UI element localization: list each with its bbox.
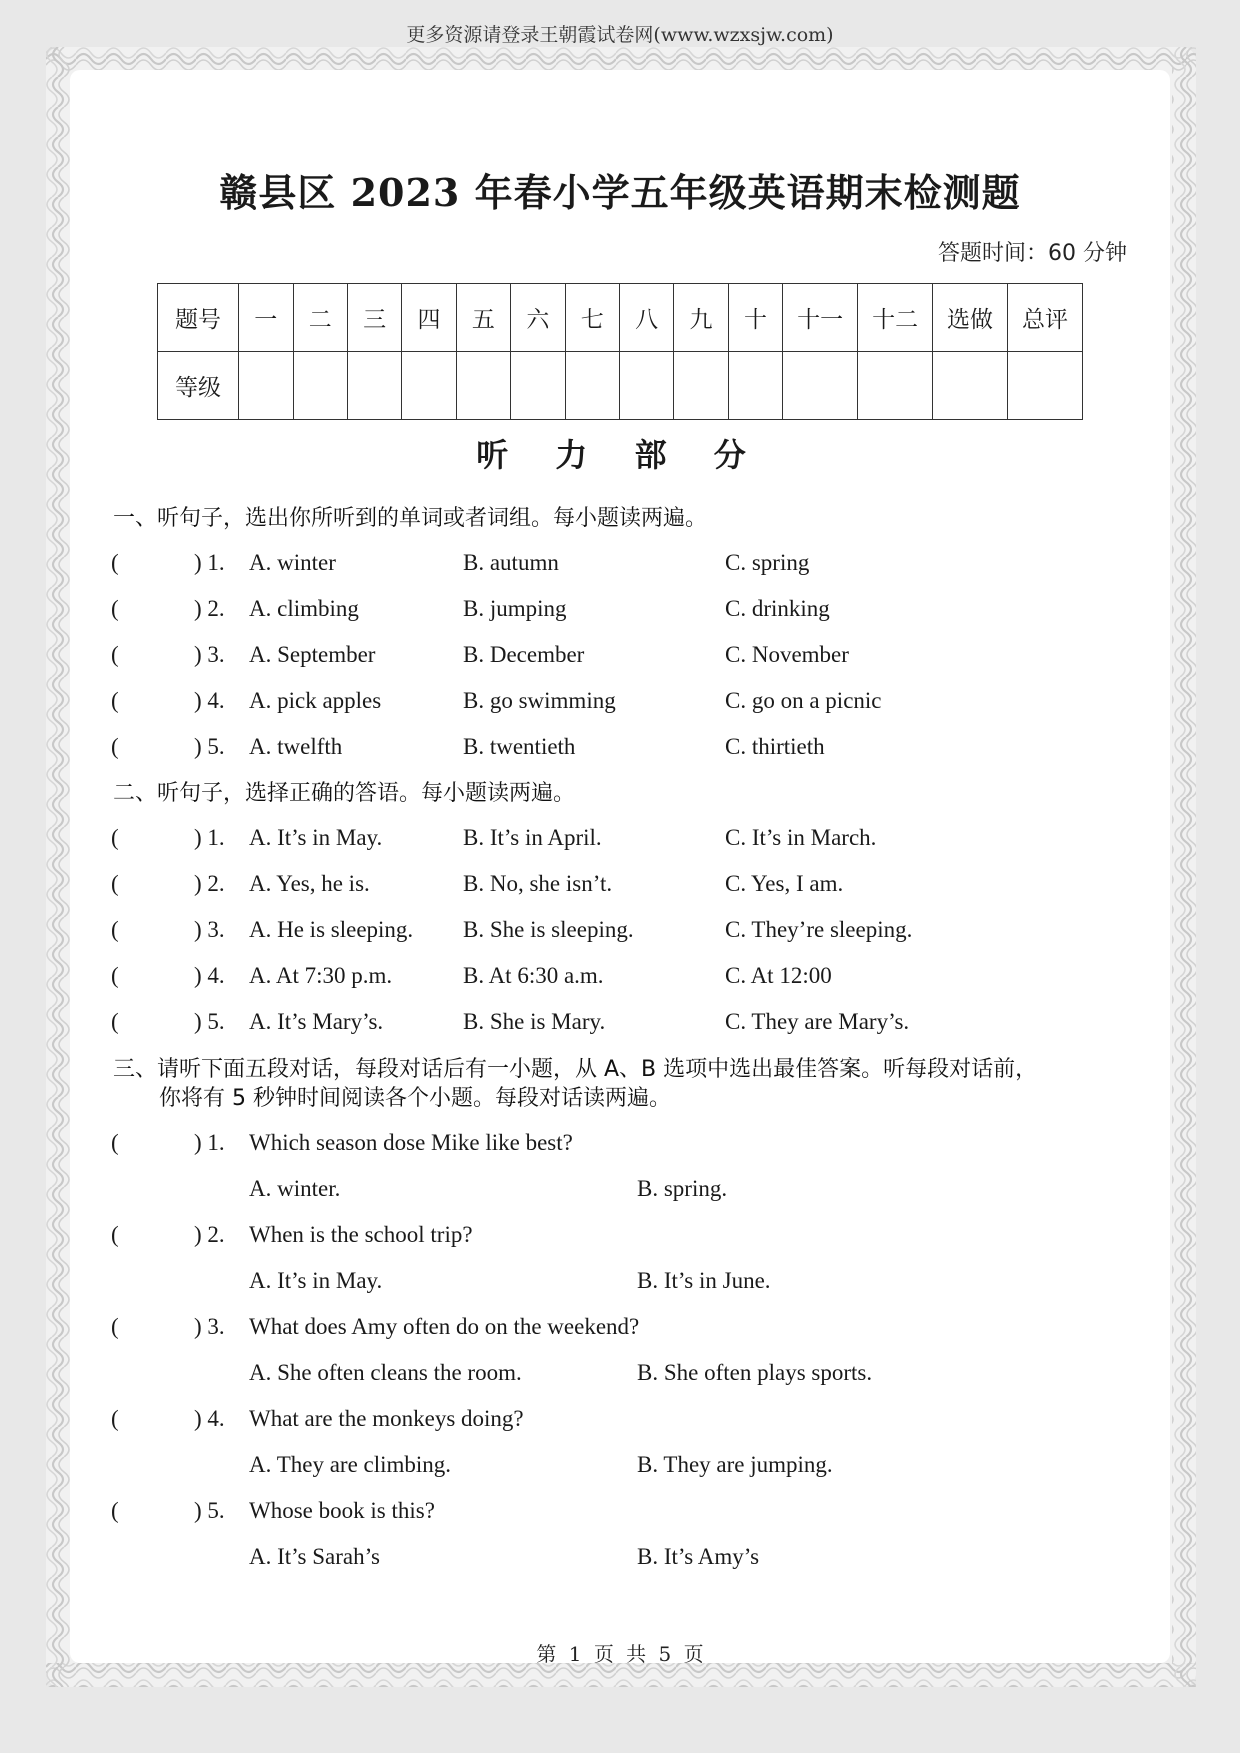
option-b: B. spring. xyxy=(637,1176,728,1201)
score-cell: 十二 xyxy=(858,284,933,352)
answer-bracket[interactable]: ( xyxy=(111,1130,119,1155)
question-number: ) 1. xyxy=(194,825,225,850)
score-cell: 四 xyxy=(402,284,456,352)
question-number: ) 3. xyxy=(194,1314,225,1339)
grade-cell[interactable] xyxy=(783,352,858,420)
answer-bracket[interactable]: ( xyxy=(111,825,119,850)
question-row xyxy=(0,963,1240,997)
answer-bracket[interactable]: ( xyxy=(111,1406,119,1431)
grade-cell[interactable] xyxy=(511,352,565,420)
question-row xyxy=(0,734,1240,768)
option-b: B. She often plays sports. xyxy=(637,1360,873,1385)
option-c: C. spring xyxy=(725,550,810,575)
option-b: B. At 6:30 a.m. xyxy=(463,963,604,988)
question-row xyxy=(0,1406,1240,1440)
score-cell: 六 xyxy=(511,284,565,352)
question-number: ) 4. xyxy=(194,963,225,988)
option-c: C. drinking xyxy=(725,596,830,621)
grade-cell[interactable] xyxy=(402,352,456,420)
score-cell: 三 xyxy=(347,284,401,352)
part3-title: 三、请听下面五段对话，每段对话后有一小题，从 A、B 选项中选出最佳答案。听每段对话前， xyxy=(113,1057,1038,1082)
options-row xyxy=(0,1544,1240,1578)
option-a: A. It’s in May. xyxy=(249,1268,383,1293)
part2-title: 二、听句子，选择正确的答语。每小题读两遍。 xyxy=(113,781,576,806)
section-heading-listening: 听 力 部 分 xyxy=(476,436,764,474)
answer-bracket[interactable]: ( xyxy=(111,596,119,621)
option-c: C. It’s in March. xyxy=(725,825,877,850)
answer-bracket[interactable]: ( xyxy=(111,917,119,942)
question-row xyxy=(0,550,1240,584)
grade-cell[interactable] xyxy=(619,352,673,420)
question-row xyxy=(0,596,1240,630)
watermark: 更多资源请登录王朝霞试卷网(www.wzxsjw.com) xyxy=(406,24,834,46)
question-text: When is the school trip? xyxy=(249,1222,473,1247)
grade-label: 等级 xyxy=(158,352,239,420)
answer-bracket[interactable]: ( xyxy=(111,688,119,713)
part3-title-line2: 你将有 5 秒钟时间阅读各个小题。每段对话读两遍。 xyxy=(159,1086,671,1111)
question-number: ) 4. xyxy=(194,1406,225,1431)
option-b: B. No, she isn’t. xyxy=(463,871,613,896)
answer-bracket[interactable]: ( xyxy=(111,550,119,575)
score-cell: 九 xyxy=(674,284,728,352)
grade-cell[interactable] xyxy=(239,352,293,420)
option-c: C. November xyxy=(725,642,849,667)
grade-cell[interactable] xyxy=(674,352,728,420)
grade-cell[interactable] xyxy=(858,352,933,420)
question-row xyxy=(0,1222,1240,1256)
score-table-grade-row xyxy=(158,352,1083,420)
option-a: A. It’s Mary’s. xyxy=(249,1009,384,1034)
score-cell: 总评 xyxy=(1007,284,1082,352)
score-table xyxy=(157,283,1083,420)
question-number: ) 3. xyxy=(194,917,225,942)
answer-bracket[interactable]: ( xyxy=(111,1498,119,1523)
question-number: ) 4. xyxy=(194,688,225,713)
option-b: B. It’s in June. xyxy=(637,1268,771,1293)
question-number: ) 3. xyxy=(194,642,225,667)
score-cell: 二 xyxy=(293,284,347,352)
score-cell: 五 xyxy=(456,284,510,352)
question-row xyxy=(0,642,1240,676)
option-a: A. It’s Sarah’s xyxy=(249,1544,380,1569)
question-number: ) 5. xyxy=(194,1498,225,1523)
answer-bracket[interactable]: ( xyxy=(111,1222,119,1247)
grade-cell[interactable] xyxy=(293,352,347,420)
score-cell: 八 xyxy=(619,284,673,352)
option-a: A. Yes, he is. xyxy=(249,871,370,896)
option-b: B. December xyxy=(463,642,585,667)
option-c: C. At 12:00 xyxy=(725,963,832,988)
option-b: B. She is sleeping. xyxy=(463,917,634,942)
question-row xyxy=(0,688,1240,722)
question-number: ) 1. xyxy=(194,550,225,575)
option-a: A. pick apples xyxy=(249,688,382,713)
option-a: A. winter. xyxy=(249,1176,341,1201)
question-text: Whose book is this? xyxy=(249,1498,435,1523)
question-row xyxy=(0,1009,1240,1043)
option-b: B. It’s in April. xyxy=(463,825,602,850)
question-number: ) 1. xyxy=(194,1130,225,1155)
question-number: ) 2. xyxy=(194,1222,225,1247)
score-cell: 一 xyxy=(239,284,293,352)
grade-cell[interactable] xyxy=(1007,352,1082,420)
options-row xyxy=(0,1268,1240,1302)
question-number: ) 2. xyxy=(194,596,225,621)
grade-cell[interactable] xyxy=(728,352,782,420)
options-row xyxy=(0,1452,1240,1486)
question-number: ) 5. xyxy=(194,734,225,759)
option-a: A. winter xyxy=(249,550,336,575)
option-b: B. It’s Amy’s xyxy=(637,1544,760,1569)
option-a: A. climbing xyxy=(249,596,359,621)
question-text: What are the monkeys doing? xyxy=(249,1406,524,1431)
option-c: C. Yes, I am. xyxy=(725,871,844,896)
grade-cell[interactable] xyxy=(456,352,510,420)
question-number: ) 2. xyxy=(194,871,225,896)
option-a: A. It’s in May. xyxy=(249,825,383,850)
answer-bracket[interactable]: ( xyxy=(111,642,119,667)
option-c: C. They’re sleeping. xyxy=(725,917,913,942)
grade-cell[interactable] xyxy=(565,352,619,420)
score-cell: 题号 xyxy=(158,284,239,352)
exam-title: 赣县区 2023 年春小学五年级英语期末检测题 xyxy=(219,170,1021,215)
score-cell: 七 xyxy=(565,284,619,352)
answer-bracket[interactable]: ( xyxy=(111,1009,119,1034)
option-b: B. twentieth xyxy=(463,734,576,759)
question-text: What does Amy often do on the weekend? xyxy=(249,1314,640,1339)
option-b: B. She is Mary. xyxy=(463,1009,606,1034)
option-a: A. They are climbing. xyxy=(249,1452,452,1477)
option-b: B. autumn xyxy=(463,550,559,575)
grade-cell[interactable] xyxy=(933,352,1008,420)
answer-bracket[interactable]: ( xyxy=(111,871,119,896)
score-cell: 选做 xyxy=(933,284,1008,352)
question-row xyxy=(0,1314,1240,1348)
answer-bracket[interactable]: ( xyxy=(111,734,119,759)
score-cell: 十一 xyxy=(783,284,858,352)
option-b: B. jumping xyxy=(463,596,567,621)
answer-bracket[interactable]: ( xyxy=(111,1314,119,1339)
grade-cell[interactable] xyxy=(347,352,401,420)
question-row xyxy=(0,1130,1240,1164)
option-a: A. He is sleeping. xyxy=(249,917,414,942)
question-row xyxy=(0,917,1240,951)
options-row xyxy=(0,1176,1240,1210)
option-c: C. thirtieth xyxy=(725,734,825,759)
score-cell: 十 xyxy=(728,284,782,352)
option-c: C. go on a picnic xyxy=(725,688,882,713)
question-number: ) 5. xyxy=(194,1009,225,1034)
question-row xyxy=(0,871,1240,905)
question-text: Which season dose Mike like best? xyxy=(249,1130,573,1155)
options-row xyxy=(0,1360,1240,1394)
part1-title: 一、听句子，选出你所听到的单词或者词组。每小题读两遍。 xyxy=(113,506,708,531)
option-b: B. go swimming xyxy=(463,688,616,713)
option-c: C. They are Mary’s. xyxy=(725,1009,910,1034)
option-a: A. September xyxy=(249,642,376,667)
page-footer: 第 1 页 共 5 页 xyxy=(536,1642,704,1666)
option-a: A. twelfth xyxy=(249,734,343,759)
option-b: B. They are jumping. xyxy=(637,1452,833,1477)
time-limit: 答题时间：60 分钟 xyxy=(938,241,1127,266)
question-row xyxy=(0,1498,1240,1532)
score-table-header-row xyxy=(158,284,1083,352)
option-a: A. At 7:30 p.m. xyxy=(249,963,393,988)
question-row xyxy=(0,825,1240,859)
option-a: A. She often cleans the room. xyxy=(249,1360,522,1385)
answer-bracket[interactable]: ( xyxy=(111,963,119,988)
